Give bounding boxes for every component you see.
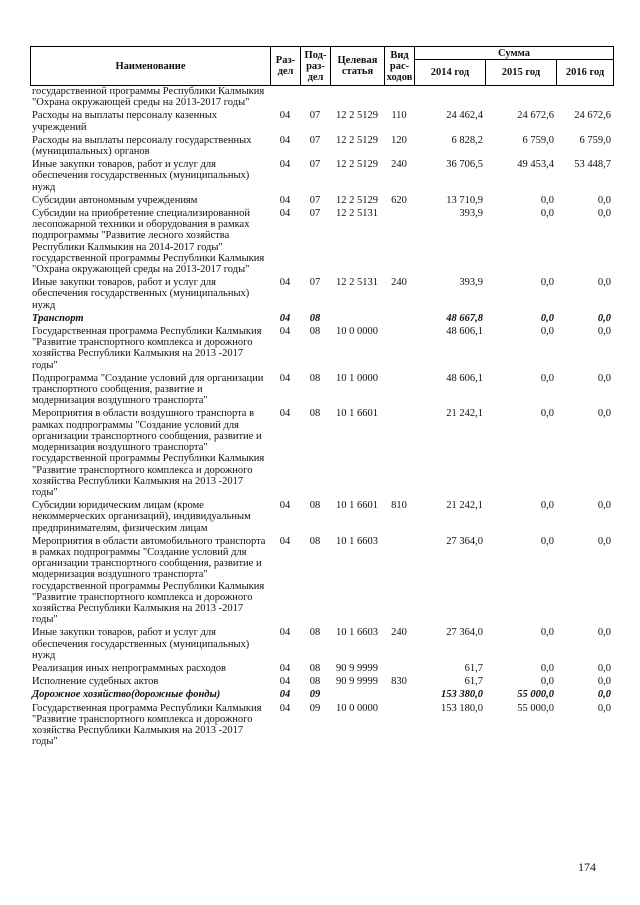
- row-podrazdel: 07: [309, 134, 321, 146]
- row-target: 12 2 5131: [336, 277, 378, 289]
- row-razdel: 04: [279, 662, 291, 674]
- row-2016: 0,0: [597, 627, 611, 639]
- header-2015: 2015 год: [486, 60, 557, 86]
- row-2014: 393,9: [459, 277, 483, 289]
- row-razdel: 04: [279, 372, 291, 384]
- row-razdel: 04: [279, 689, 291, 701]
- row-target: 10 1 6603: [336, 535, 378, 547]
- row-2016: 0,0: [597, 676, 611, 688]
- table-row: [30, 500, 613, 534]
- table-row: [30, 195, 613, 206]
- table-row: [30, 277, 613, 311]
- row-vid: [384, 408, 414, 498]
- row-name: государственной программы Республики Калмыкия "Охрана окружающей среды на 2013-2017 годы": [32, 86, 265, 109]
- row-2016: 0,0: [597, 702, 611, 714]
- row-razdel: 04: [279, 110, 291, 122]
- row-vid: [384, 208, 414, 275]
- row-2016: 53 448,7: [574, 159, 611, 171]
- row-name: Иные закупки товаров, работ и услуг для обеспечения государственных (муниципальных) нужд: [32, 159, 250, 193]
- budget-table: [30, 46, 613, 747]
- row-target: 10 1 6601: [336, 408, 378, 420]
- row-razdel: 04: [279, 277, 291, 289]
- row-2014: 48 667,8: [446, 312, 483, 324]
- row-razdel: 04: [279, 676, 291, 688]
- row-2016: 0,0: [597, 312, 611, 324]
- row-name: Расходы на выплаты персоналу государственных (муниципальных) органов: [32, 134, 252, 158]
- header-2016: 2016 год: [557, 60, 614, 86]
- row-razdel: [270, 86, 300, 108]
- row-2015: 55 000,0: [517, 702, 554, 714]
- row-2014: 153 380,0: [441, 689, 483, 701]
- row-2015: [485, 86, 556, 108]
- table-row: [30, 373, 613, 407]
- row-2016: 0,0: [597, 662, 611, 674]
- row-podrazdel: 07: [309, 194, 321, 206]
- row-2014: 393,9: [459, 208, 483, 220]
- table-row: [30, 536, 613, 626]
- row-vid: 620: [391, 194, 407, 206]
- table-row: [30, 627, 613, 661]
- row-2014: 27 364,0: [446, 627, 483, 639]
- row-target: 10 1 6601: [336, 500, 378, 512]
- row-podrazdel: 08: [309, 676, 321, 688]
- row-podrazdel: 08: [309, 372, 321, 384]
- row-2016: 0,0: [597, 326, 611, 338]
- row-name: Государственная программа Республики Калмыкия "Развитие транспортного комплекса и дорожного хозяйства Республики Калмыкия на 2013 -2017 годы": [32, 326, 262, 371]
- row-2015: 0,0: [540, 312, 554, 324]
- row-vid: 810: [391, 500, 407, 512]
- row-name: Реализация иных непрограммных расходов: [32, 662, 227, 674]
- row-podrazdel: 07: [309, 208, 321, 220]
- row-2014: 27 364,0: [446, 535, 483, 547]
- row-vid: 120: [391, 134, 407, 146]
- row-2015: 0,0: [540, 408, 554, 420]
- table-row: [30, 86, 613, 108]
- header-2014: 2014 год: [415, 60, 486, 86]
- row-name: Подпрограмма "Создание условий для организации транспортного сообщения, развитие и модернизация воздушного транспорта": [32, 372, 264, 407]
- row-vid: [384, 703, 414, 748]
- row-razdel: 04: [279, 312, 291, 324]
- header-sum: Сумма: [415, 47, 614, 60]
- row-target: [330, 313, 384, 324]
- row-2015: 0,0: [540, 535, 554, 547]
- row-2016: 0,0: [597, 535, 611, 547]
- row-podrazdel: 08: [309, 408, 321, 420]
- scan-speck: ·: [506, 100, 508, 106]
- row-target: 10 0 0000: [336, 326, 378, 338]
- row-2015: 0,0: [540, 500, 554, 512]
- row-name: Дорожное хозяйство(дорожные фонды): [32, 689, 221, 701]
- row-2015: 0,0: [540, 194, 554, 206]
- row-name: Субсидии юридическим лицам (кроме некоммерческих организаций), индивидуальным предпринимателям, физическим лицам: [32, 500, 251, 534]
- row-2016: 0,0: [597, 689, 611, 701]
- row-2014: 21 242,1: [446, 408, 483, 420]
- row-target: 12 2 5129: [336, 194, 378, 206]
- row-razdel: 04: [279, 208, 291, 220]
- row-2014: 21 242,1: [446, 500, 483, 512]
- row-name: Иные закупки товаров, работ и услуг для обеспечения государственных (муниципальных) нужд: [32, 277, 250, 311]
- row-razdel: 04: [279, 134, 291, 146]
- table-row: [30, 676, 613, 687]
- row-2014: 48 606,1: [446, 372, 483, 384]
- row-2015: 0,0: [540, 627, 554, 639]
- header-vid: Вид рас- ходов: [385, 47, 415, 86]
- row-target: 10 0 0000: [336, 702, 378, 714]
- row-name: Иные закупки товаров, работ и услуг для обеспечения государственных (муниципальных) нужд: [32, 627, 250, 661]
- row-podrazdel: 08: [309, 535, 321, 547]
- row-name: Субсидии автономным учреждениям: [32, 194, 198, 206]
- table-row: [30, 408, 613, 498]
- row-2015: 0,0: [540, 372, 554, 384]
- row-podrazdel: 07: [309, 159, 321, 171]
- table-row: [30, 110, 613, 132]
- row-target: 10 1 0000: [336, 372, 378, 384]
- row-2016: 0,0: [597, 408, 611, 420]
- table-row: [30, 663, 613, 674]
- row-2016: 24 672,6: [574, 110, 611, 122]
- row-target: 12 2 5129: [336, 159, 378, 171]
- row-2016: 6 759,0: [579, 134, 611, 146]
- row-target: [330, 86, 384, 108]
- row-vid: [384, 663, 414, 674]
- row-vid: [384, 326, 414, 371]
- row-2014: 61,7: [464, 676, 483, 688]
- table-row: [30, 689, 613, 700]
- row-2015: 0,0: [540, 277, 554, 289]
- row-razdel: 04: [279, 194, 291, 206]
- row-razdel: 04: [279, 535, 291, 547]
- row-2015: 24 672,6: [517, 110, 554, 122]
- row-2015: 0,0: [540, 208, 554, 220]
- row-podrazdel: 08: [309, 500, 321, 512]
- row-2014: 48 606,1: [446, 326, 483, 338]
- row-2016: 0,0: [597, 194, 611, 206]
- row-podrazdel: 08: [309, 627, 321, 639]
- row-vid: [384, 373, 414, 407]
- row-name: Субсидии на приобретение специализированной лесопожарной техники и оборудования в рамках подпрограммы "Развитие лесного хозяйства Республики Калмыкия на 2014-2017 годы" государственной программы Республики Калмыкия "Охрана окружающей среды на 2013-2017 годы": [32, 208, 265, 276]
- table-row: [30, 703, 613, 748]
- row-2016: 0,0: [597, 500, 611, 512]
- row-razdel: 04: [279, 500, 291, 512]
- row-2015: 49 453,4: [517, 159, 554, 171]
- row-vid: 240: [391, 277, 407, 289]
- row-2014: 61,7: [464, 662, 483, 674]
- row-vid: 830: [391, 676, 407, 688]
- row-target: 90 9 9999: [336, 676, 378, 688]
- row-razdel: 04: [279, 408, 291, 420]
- row-2014: 24 462,4: [446, 110, 483, 122]
- row-name: Государственная программа Республики Калмыкия "Развитие транспортного комплекса и дорожного хозяйства Республики Калмыкия на 2013 -2017 годы": [32, 702, 262, 748]
- table-row: [30, 208, 613, 275]
- row-vid: 240: [391, 627, 407, 639]
- row-2014: 6 828,2: [451, 134, 483, 146]
- row-target: 12 2 5131: [336, 208, 378, 220]
- row-vid: 240: [391, 159, 407, 171]
- row-target: [330, 689, 384, 700]
- row-2015: 6 759,0: [522, 134, 554, 146]
- row-podrazdel: 08: [309, 326, 321, 338]
- row-vid: 110: [391, 110, 407, 122]
- row-podrazdel: 07: [309, 110, 321, 122]
- row-2015: 0,0: [540, 326, 554, 338]
- row-target: 12 2 5129: [336, 110, 378, 122]
- row-razdel: 04: [279, 159, 291, 171]
- row-razdel: 04: [279, 326, 291, 338]
- row-razdel: 04: [279, 627, 291, 639]
- row-name: Мероприятия в области воздушного транспорта в рамках подпрограммы "Создание условий для организации транспортного сообщения, развитие и модернизация воздушного транспорта" государственной программы Республики Калмыкия "Развитие транспортного комплекса и дорожного хозяйства Республики Калмыкия на 2013 -2017 годы": [32, 408, 265, 498]
- table-header: [30, 46, 614, 86]
- row-2016: 0,0: [597, 277, 611, 289]
- row-razdel: 04: [279, 702, 291, 714]
- row-2015: 0,0: [540, 662, 554, 674]
- row-2014: [414, 86, 485, 108]
- row-podrazdel: 09: [309, 702, 321, 714]
- table-body: [30, 86, 613, 747]
- row-name: Исполнение судебных актов: [32, 676, 159, 688]
- row-2014: 153 180,0: [441, 702, 483, 714]
- row-target: 10 1 6603: [336, 627, 378, 639]
- row-name: Расходы на выплаты персоналу казенных учреждений: [32, 110, 218, 133]
- row-2016: 0,0: [597, 372, 611, 384]
- table-row: [30, 159, 613, 193]
- row-vid: [384, 313, 414, 324]
- table-row: [30, 135, 613, 157]
- header-target: Целевая статья: [331, 47, 385, 86]
- row-podrazdel: [300, 86, 330, 108]
- table-row: [30, 313, 613, 324]
- row-target: 90 9 9999: [336, 662, 378, 674]
- header-podrazdel: Под- раз- дел: [301, 47, 331, 86]
- table-row: [30, 326, 613, 371]
- row-2014: 13 710,9: [446, 194, 483, 206]
- row-vid: [384, 689, 414, 700]
- row-2014: 36 706,5: [446, 159, 483, 171]
- row-target: 12 2 5129: [336, 134, 378, 146]
- row-name: Транспорт: [32, 312, 84, 324]
- row-2016: [556, 86, 613, 108]
- row-podrazdel: 08: [309, 662, 321, 674]
- row-podrazdel: 07: [309, 277, 321, 289]
- row-name: Мероприятия в области автомобильного транспорта в рамках подпрограммы "Создание условий для организации транспортного сообщения, развитие и модернизация воздушного транспорта" государственной программы Республики Калмыкия "Развитие транспортного комплекса и дорожного хозяйства Республики Калмыкия на 2013 -2017 годы": [32, 535, 266, 626]
- page-number: 174: [578, 860, 596, 874]
- header-name: Наименование: [31, 47, 271, 86]
- row-podrazdel: 09: [309, 689, 321, 701]
- row-podrazdel: 08: [309, 312, 321, 324]
- row-vid: [384, 536, 414, 626]
- row-2015: 0,0: [540, 676, 554, 688]
- header-razdel: Раз- дел: [271, 47, 301, 86]
- row-2016: 0,0: [597, 208, 611, 220]
- row-2015: 55 000,0: [517, 689, 554, 701]
- row-vid: [384, 86, 414, 108]
